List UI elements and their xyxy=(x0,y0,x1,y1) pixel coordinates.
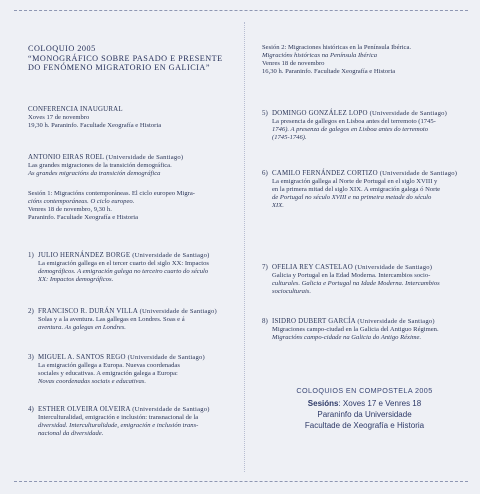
entry-line: La emigración gallega en el tercer cuarto del siglo XX: Impactos xyxy=(38,260,209,268)
session2-line4: 16,30 h. Paraninfo. Facultade Xeografía e Historia xyxy=(262,68,396,76)
entry-line: Galicia y Portugal en la Edad Moderna. Intercambios socio- xyxy=(272,272,431,280)
speaker-name: DOMINGO GONZÁLEZ LOPO xyxy=(272,110,368,117)
program-entry xyxy=(28,354,248,386)
speaker-name: ESTHER OLVEIRA OLVEIRA xyxy=(38,406,131,413)
speaker-affiliation: (Universidade de Santiago) xyxy=(354,264,433,271)
program-entry xyxy=(262,264,467,296)
session2-line3: Venres 18 de novembro xyxy=(262,60,325,68)
speaker-name: ANTONIO EIRAS ROEL xyxy=(28,154,104,161)
inaugural-date: Xoves 17 de novembro xyxy=(28,114,90,122)
lecture-title-gl: As grandes migracións da transición demográfica xyxy=(28,170,161,178)
session2-line1: Sesión 2: Migraciones históricas en la Península Ibérica. xyxy=(262,44,412,51)
speaker-affiliation: (Universidade de Santiago) xyxy=(357,318,435,325)
session1-line4: Paraninfo. Facultade Xeografía e Historia xyxy=(28,214,139,222)
program-entry xyxy=(262,318,467,342)
entry-line: Interculturalidad, emigración e inclusión: transnacional de la xyxy=(38,414,199,422)
fold-line xyxy=(244,22,245,472)
program-header xyxy=(28,44,258,73)
speaker-affiliation: (Universidade de Santiago) xyxy=(132,252,210,259)
session1-line1: Sesión 1: Migracións contemporáneas. El ciclo europeo Migra- xyxy=(28,190,195,197)
footer-title: COLOQUIOS EN COMPOSTELA 2005 xyxy=(296,386,433,395)
header-title-line3: DO FENÓMENO MIGRATORIO EN GALICIA” xyxy=(28,63,210,73)
sessions-value: : Xoves 17 e Venres 18 xyxy=(338,399,422,408)
header-title-line1: COLOQUIO 2005 xyxy=(28,44,96,53)
entry-line: diversidad. Interculturalidade, emigración e inclusión trans- xyxy=(38,422,199,430)
entry-line: Solas y a la aventura. Las gallegas en Londres. Soas e á xyxy=(38,316,185,324)
session2-line2: Migracións históricas na Península Ibérica xyxy=(262,52,378,60)
session1-line2: cións contemporáneas. O ciclo europeo. xyxy=(28,198,135,206)
speaker-affiliation: (Universidade de Santiago) xyxy=(139,308,217,315)
speaker-affiliation: (Universidade de Santiago) xyxy=(132,406,210,413)
entry-line: culturales. Galicia e Portugal na Idade Moderna. Intercambios xyxy=(272,280,440,288)
entry-number: 4) xyxy=(28,406,34,413)
entry-number: 1) xyxy=(28,252,34,259)
speaker-affiliation: (Universidade de Santiago) xyxy=(379,170,458,177)
entry-line: aventura. As galegas en Londres. xyxy=(38,324,126,332)
entry-line: XX: Impactos demográficos. xyxy=(38,276,114,284)
entry-line: (1745-1746). xyxy=(272,134,307,142)
entry-line: nacional da diversidade. xyxy=(38,430,104,438)
session2-info xyxy=(262,44,467,76)
entry-line: XIX. xyxy=(272,202,284,210)
entry-number: 3) xyxy=(28,354,34,361)
entry-line: socioculturais. xyxy=(272,288,312,296)
entry-number: 7) xyxy=(262,264,268,271)
speaker-name: ISIDRO DUBERT GARCÍA xyxy=(272,318,356,325)
speaker-name: OFELIA REY CASTELAO xyxy=(272,264,353,271)
bottom-dashed-border xyxy=(14,481,468,482)
footer-place1: Paraninfo da Universidade xyxy=(317,410,412,419)
session1-info xyxy=(28,190,248,222)
entry-line: 1746). A presenza de galegos en Lisboa antes do terremoto xyxy=(272,126,429,134)
entry-line: La emigración gallega al Norte de Portugal en el siglo XVIII y xyxy=(272,178,438,186)
program-entry xyxy=(262,110,467,142)
header-title-line2: “MONOGRÁFICO SOBRE PASADO E PRESENTE xyxy=(28,53,223,63)
program-entry xyxy=(28,252,248,284)
inaugural-title: CONFERENCIA INAUGURAL xyxy=(28,106,123,113)
entry-line: La emigración gallega a Europa. Nuevas coordenadas xyxy=(38,362,180,370)
entry-number: 6) xyxy=(262,170,268,177)
speaker-name: JULIO HERNÁNDEZ BORGE xyxy=(38,252,131,259)
program-entry xyxy=(28,308,248,332)
entry-line: demográficos. A emigración galega no terceiro cuarto do século xyxy=(38,268,209,276)
program-entry xyxy=(262,170,467,211)
sessions-label: Sesións xyxy=(307,399,339,408)
top-dashed-border xyxy=(14,10,468,11)
inaugural-time-place: 19,30 h. Paraninfo. Facultade Xeografía e Historia xyxy=(28,122,162,130)
speaker-name: MIGUEL A. SANTOS REGO xyxy=(38,354,126,361)
footer-place2: Facultade de Xeografía e Historia xyxy=(304,421,425,430)
speaker-name: CAMILO FERNÁNDEZ CORTIZO xyxy=(272,170,378,177)
inaugural-conference xyxy=(28,106,248,130)
entry-line: de Portugal no século XVIII e na primeira metade do século xyxy=(272,194,432,202)
entry-number: 2) xyxy=(28,308,34,315)
entry-line: Novas coordenadas sociais e educativas. xyxy=(38,378,146,386)
entry-number: 8) xyxy=(262,318,268,325)
eiras-lecture xyxy=(28,154,248,178)
lecture-title-es: Las grandes migraciones de la transición demográfica. xyxy=(28,162,172,170)
entry-line: en la primera mitad del siglo XIX. A emigración galega ó Norte xyxy=(272,186,441,194)
speaker-affiliation: (Universidade de Santiago) xyxy=(369,110,447,117)
speaker-name: FRANCISCO R. DURÁN VILLA xyxy=(38,308,138,315)
session1-line3: Venres 18 de novembro, 9,30 h. xyxy=(28,206,112,214)
footer-block xyxy=(262,386,467,431)
entry-line: La presencia de gallegos en Lisboa antes del terremoto (1745- xyxy=(272,118,436,126)
program-entry xyxy=(28,406,248,438)
entry-number: 5) xyxy=(262,110,268,117)
entry-line: Migracións campo-cidade na Galicia do Antigo Réxime. xyxy=(272,334,422,342)
entry-line: Migraciones campo-ciudad en la Galicia del Antiguo Régimen. xyxy=(272,326,439,334)
speaker-affiliation: (Universidade de Santiago) xyxy=(105,154,184,161)
entry-line: sociales y educativas. A emigración galega a Europa: xyxy=(38,370,178,378)
speaker-affiliation: (Universidade de Santiago) xyxy=(127,354,205,361)
